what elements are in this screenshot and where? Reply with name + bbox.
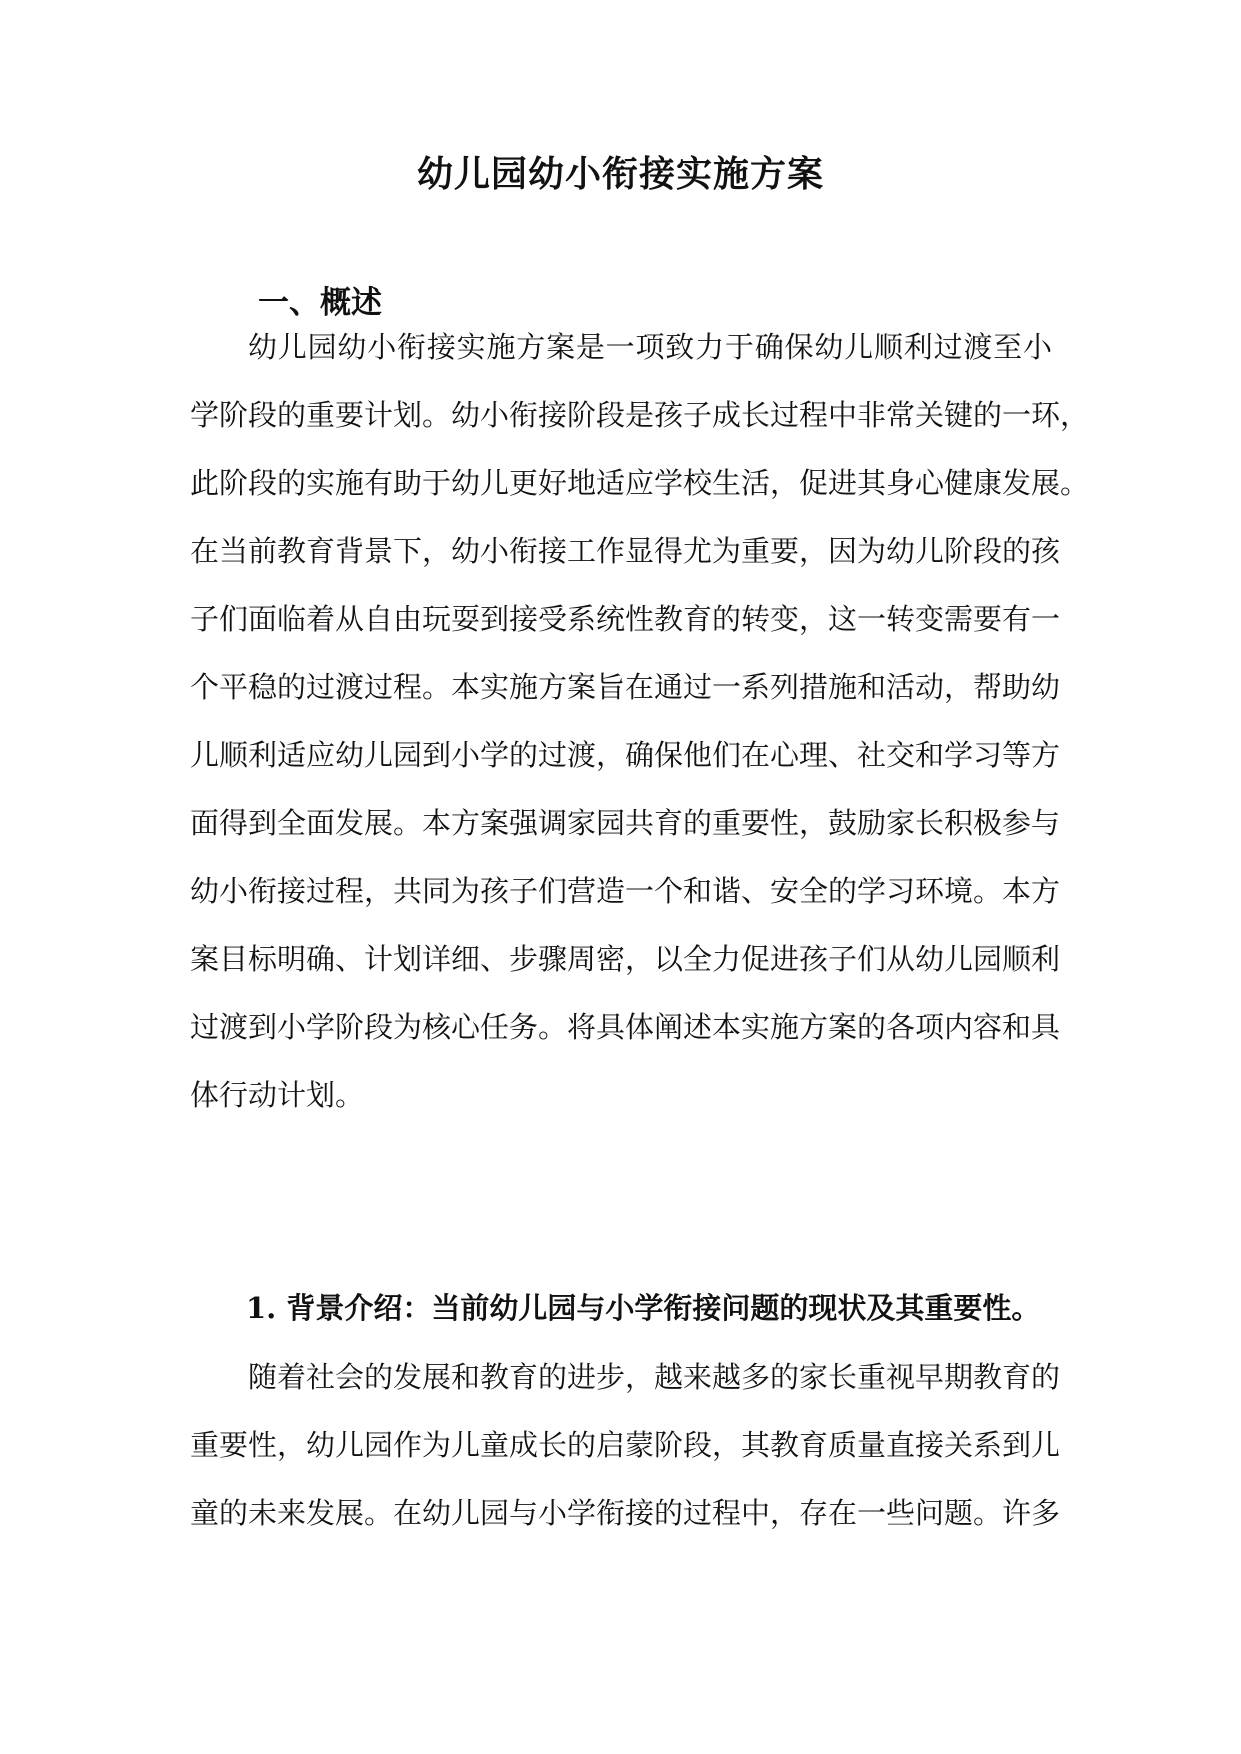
paragraph-line: 学阶段的重要计划。幼小衔接阶段是孩子成长过程中非常关键的一环， xyxy=(190,398,1090,432)
subsection-heading-background: 1. 背景介绍：当前幼儿园与小学衔接问题的现状及其重要性。 xyxy=(246,1291,1041,1325)
paragraph-line: 重要性，幼儿园作为儿童成长的启蒙阶段，其教育质量直接关系到儿 xyxy=(190,1428,1061,1462)
section-heading-overview: 一、概述 xyxy=(258,285,382,321)
paragraph-line: 面得到全面发展。本方案强调家园共育的重要性，鼓励家长积极参与 xyxy=(190,806,1061,840)
paragraph-line: 此阶段的实施有助于幼儿更好地适应学校生活，促进其身心健康发展。 xyxy=(190,466,1090,500)
paragraph-line: 体行动计划。 xyxy=(190,1078,365,1112)
paragraph-line: 幼儿园幼小衔接实施方案是一项致力于确保幼儿顺利过渡至小 xyxy=(248,330,1052,364)
paragraph-line: 童的未来发展。在幼儿园与小学衔接的过程中，存在一些问题。许多 xyxy=(190,1496,1061,1530)
paragraph-line: 随着社会的发展和教育的进步，越来越多的家长重视早期教育的 xyxy=(248,1360,1061,1394)
paragraph-line: 案目标明确、计划详细、步骤周密，以全力促进孩子们从幼儿园顺利 xyxy=(190,942,1061,976)
paragraph-line: 个平稳的过渡过程。本实施方案旨在通过一系列措施和活动，帮助幼 xyxy=(190,670,1061,704)
paragraph-line: 幼小衔接过程，共同为孩子们营造一个和谐、安全的学习环境。本方 xyxy=(190,874,1061,908)
paragraph-line: 过渡到小学阶段为核心任务。将具体阐述本实施方案的各项内容和具 xyxy=(190,1010,1061,1044)
paragraph-line: 子们面临着从自由玩耍到接受系统性教育的转变，这一转变需要有一 xyxy=(190,602,1061,636)
paragraph-line: 儿顺利适应幼儿园到小学的过渡，确保他们在心理、社交和学习等方 xyxy=(190,738,1061,772)
document-title: 幼儿园幼小衔接实施方案 xyxy=(416,153,824,195)
paragraph-line: 在当前教育背景下，幼小衔接工作显得尤为重要，因为幼儿阶段的孩 xyxy=(190,534,1061,568)
